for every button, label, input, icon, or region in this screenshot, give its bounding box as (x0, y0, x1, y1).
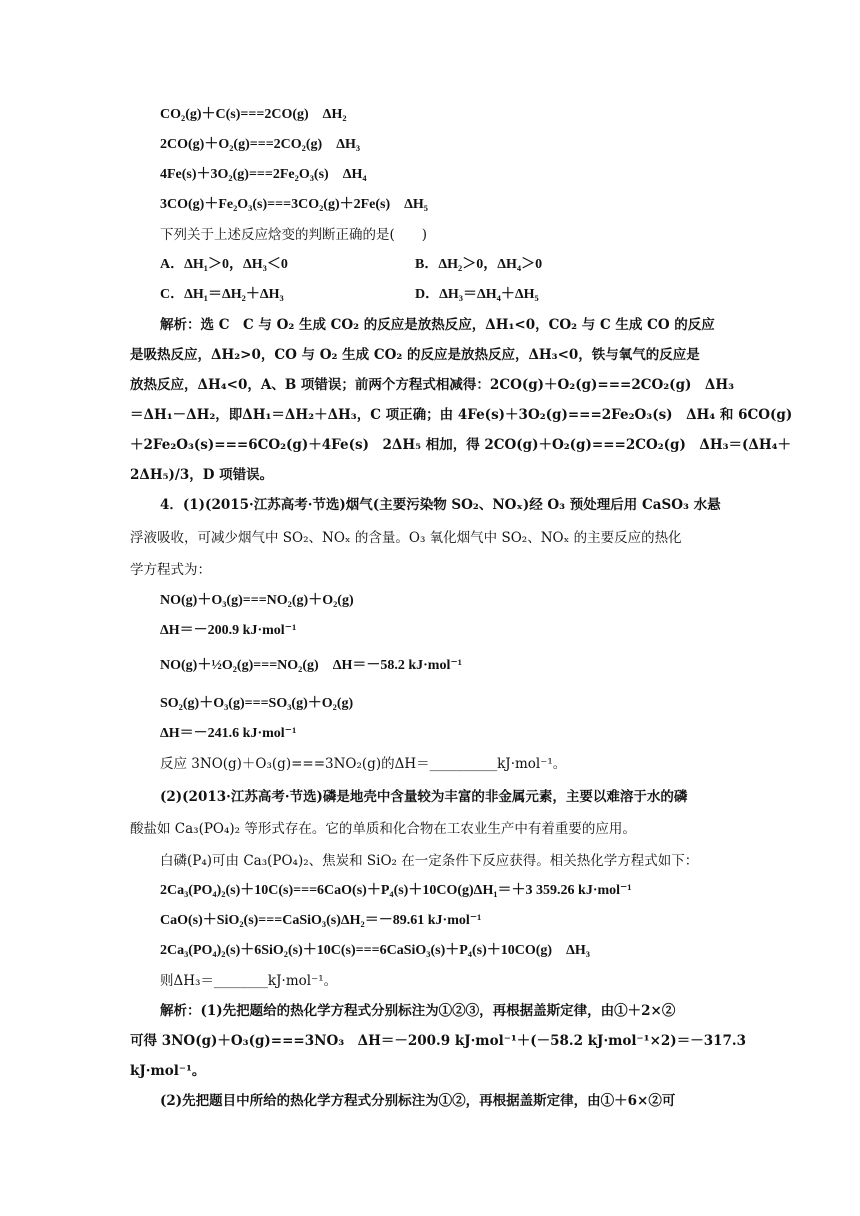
question-stem: 下列关于上述反应焓变的判断正确的是( ) (160, 227, 428, 243)
equation-line: CO₂(g)＋C(s)===2CO(g) ΔH₂ (160, 107, 347, 122)
equation-line: SO₂(g)＋O₃(g)===SO₃(g)＋O₂(g) (160, 696, 354, 711)
solution-text: ＋2Fe₂O₃(s)===6CO₂(g)＋4Fe(s) 2ΔH₅ 相加，得 2CO(g)＋O₂(g)===2CO₂(g) ΔH₃＝(ΔH₄＋ (130, 437, 792, 453)
enthalpy-value: ΔH＝－241.6 kJ·mol⁻¹ (160, 726, 297, 741)
solution-text: 解析：(1)先把题给的热化学方程式分别标注为①②③，再根据盖斯定律，由①＋2×② (160, 1003, 676, 1019)
solution-text: 是吸热反应，ΔH₂>0，CO 与 O₂ 生成 CO₂ 的反应是放热反应，ΔH₃<0，铁与氧气的反应是 (130, 347, 700, 363)
equation-line: CaO(s)＋SiO₂(s)===CaSiO₃(s)ΔH₂＝－89.61 kJ·mol⁻¹ (160, 913, 482, 928)
question-4-text: 学方程式为： (130, 562, 211, 578)
equation-line: 4Fe(s)＋3O₂(g)===2Fe₂O₃(s) ΔH₄ (160, 167, 367, 182)
question-4-2-text: 酸盐如 Ca₃(PO₄)₂ 等形式存在。它的单质和化合物在工农业生产中有着重要的应用。 (130, 821, 636, 837)
equation-line: 2Ca₃(PO₄)₂(s)＋6SiO₂(s)＋10C(s)===6CaSiO₃(s)＋P₄(s)＋10CO(g) ΔH₃ (160, 943, 590, 958)
equation-line: NO(g)＋O₃(g)===NO₂(g)＋O₂(g) (160, 593, 354, 608)
question-4-text: 4．(1)(2015·江苏高考·节选)烟气(主要污染物 SO₂、NOₓ)经 O₃ 预处理后用 CaSO₃ 水悬 (160, 497, 721, 513)
option-a: A．ΔH₁＞0，ΔH₃＜0 (160, 257, 288, 272)
solution-text: 可得 3NO(g)＋O₃(g)===3NO₃ ΔH＝－200.9 kJ·mol⁻¹＋(－58.2 kJ·mol⁻¹×2)＝－317.3 (130, 1033, 746, 1049)
equation-line: 2CO(g)＋O₂(g)===2CO₂(g) ΔH₃ (160, 137, 361, 152)
blank-question: 反应 3NO(g)＋O₃(g)===3NO₂(g)的ΔH＝__________kJ·mol⁻¹。 (160, 756, 567, 772)
solution-text: 解析：选 C C 与 O₂ 生成 CO₂ 的反应是放热反应，ΔH₁<0，CO₂ 与 C 生成 CO 的反应 (160, 317, 715, 333)
option-c: C．ΔH₁＝ΔH₂＋ΔH₃ (160, 287, 284, 302)
solution-text: kJ·mol⁻¹。 (130, 1063, 206, 1079)
equation-line: NO(g)＋½O₂(g)===NO₂(g) ΔH＝－58.2 kJ·mol⁻¹ (160, 658, 462, 673)
equation-line: 2Ca₃(PO₄)₂(s)＋10C(s)===6CaO(s)＋P₄(s)＋10CO(g)ΔH₁＝＋3 359.26 kJ·mol⁻¹ (160, 883, 632, 898)
question-4-2-text: 白磷(P₄)可由 Ca₃(PO₄)₂、焦炭和 SiO₂ 在一定条件下反应获得。相关热化学方程式如下： (160, 853, 699, 869)
solution-text: 2ΔH₅)/3，D 项错误。 (130, 467, 274, 483)
solution-text: ＝ΔH₁－ΔH₂，即ΔH₁＝ΔH₂＋ΔH₃，C 项正确；由 4Fe(s)＋3O₂(g)===2Fe₂O₃(s) ΔH₄ 和 6CO(g) (130, 407, 793, 423)
blank-question: 则ΔH₃＝________kJ·mol⁻¹。 (160, 973, 338, 989)
option-d: D．ΔH₃＝ΔH₄＋ΔH₅ (415, 287, 539, 302)
solution-text: 放热反应，ΔH₄<0，A、B 项错误；前两个方程式相减得：2CO(g)＋O₂(g)===2CO₂(g) ΔH₃ (130, 377, 735, 393)
enthalpy-value: ΔH＝－200.9 kJ·mol⁻¹ (160, 623, 297, 638)
question-4-2-text: (2)(2013·江苏高考·节选)磷是地壳中含量较为丰富的非金属元素，主要以难溶于水的磷 (160, 789, 688, 805)
question-4-text: 浮液吸收，可减少烟气中 SO₂、NOₓ 的含量。O₃ 氧化烟气中 SO₂、NOₓ 的主要反应的热化 (130, 530, 682, 546)
solution-text: (2)先把题目中所给的热化学方程式分别标注为①②，再根据盖斯定律，由①＋6×②可 (160, 1093, 676, 1109)
option-b: B．ΔH₂＞0，ΔH₄＞0 (415, 257, 543, 272)
equation-line: 3CO(g)＋Fe₂O₃(s)===3CO₂(g)＋2Fe(s) ΔH₅ (160, 197, 429, 212)
